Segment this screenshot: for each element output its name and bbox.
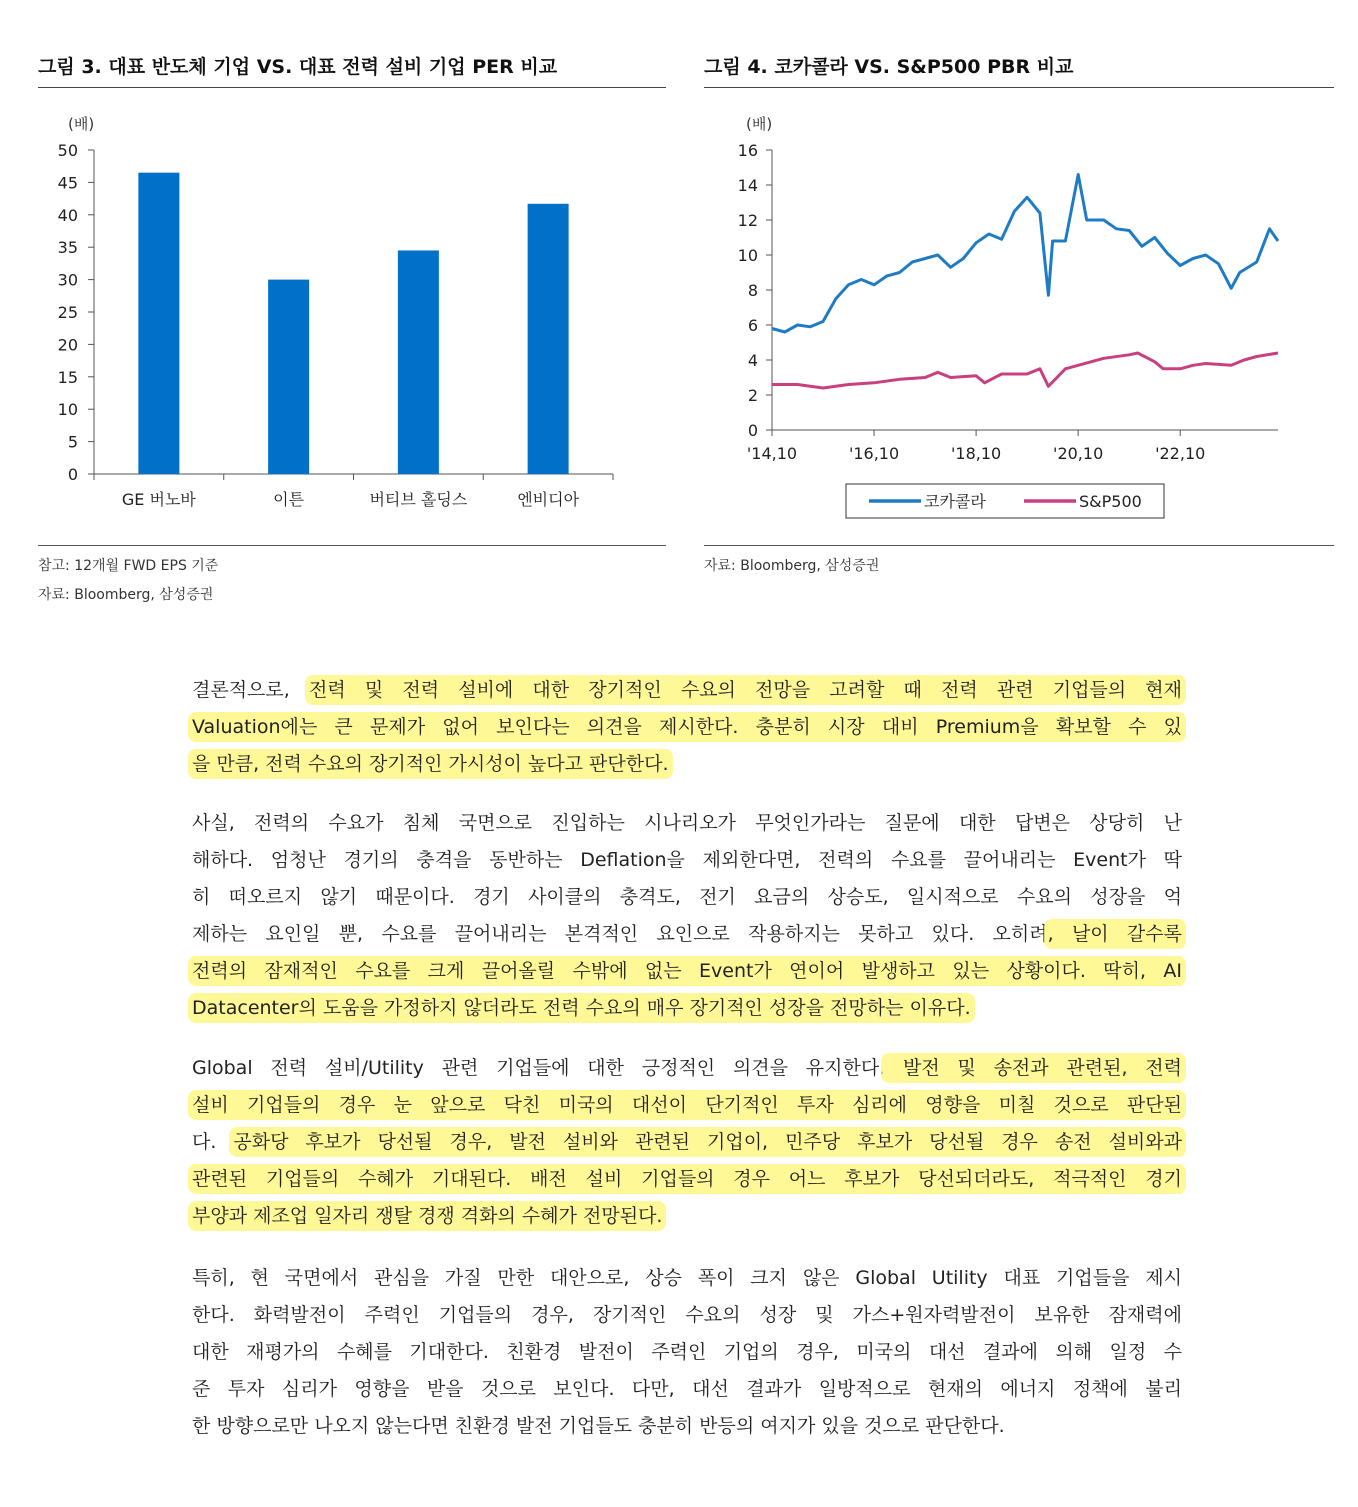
figure4-source: 자료: Bloomberg, 삼성증권	[704, 558, 880, 574]
y-tick-label: 25	[57, 303, 78, 322]
highlighted-text: 전력 및 전력 설비에 대한 장기적인 수요의 전망을 고려할 때 전력 관련 기업들의 현재	[308, 679, 1182, 701]
text-line	[192, 1050, 1182, 1087]
text-run: 한 방향으로만 나오지 않는다면 친환경 발전 기업들도 충분히 반등의 여지가 있을 것으로 판단한다.	[192, 1415, 1005, 1437]
text-line	[192, 1371, 1182, 1408]
figure4-line-chart	[704, 100, 1334, 530]
text-line	[192, 1297, 1182, 1334]
paragraph-2	[192, 805, 1182, 1027]
paragraph-1	[192, 672, 1182, 783]
text-run: 사실, 전력의 수요가 침체 국면으로 진입하는 시나리오가 무엇인가라는 질문에 대한 답변은 상당히 난	[192, 812, 1182, 834]
highlighted-text: , 날이 갈수록	[1047, 923, 1182, 945]
text-run: 다.	[192, 1131, 234, 1153]
bar	[138, 173, 179, 474]
y-tick-label: 10	[737, 246, 758, 265]
text-line	[192, 953, 1182, 990]
y-tick-label: 8	[747, 281, 758, 300]
y-tick-label: 6	[747, 316, 758, 335]
x-category-label: 이튼	[273, 490, 305, 509]
text-line	[192, 746, 1182, 783]
text-run: 결론적으로,	[192, 679, 309, 701]
y-tick-label: 12	[737, 211, 758, 230]
text-run: 준 투자 심리가 영향을 받을 것으로 보인다. 다만, 대선 결과가 일방적으로 현재의 에너지 정책에 불리	[192, 1378, 1182, 1400]
text-line	[192, 709, 1182, 746]
x-category-label: 엔비디아	[517, 490, 580, 509]
bar	[528, 204, 569, 474]
highlighted-text: Valuation에는 큰 문제가 없어 보인다는 의견을 제시한다. 충분히 시장 대비 Premium을 확보할 수 있	[192, 716, 1182, 738]
figure4-title: 그림 4. 코카콜라 VS. S&P500 PBR 비교	[704, 56, 1074, 78]
highlighted-text: 설비 기업들의 경우 눈 앞으로 닥친 미국의 대선이 단기적인 투자 심리에 영향을 미칠 것으로 판단된	[192, 1094, 1182, 1116]
highlighted-text: Datacenter의 도움을 가정하지 않더라도 전력 수요의 매우 장기적인 성장을 전망하는 이유다.	[192, 997, 971, 1019]
paragraph-3	[192, 1050, 1182, 1235]
y-tick-label: 2	[747, 386, 758, 405]
x-category-label: 버티브 홀딩스	[369, 490, 468, 509]
text-line	[192, 1334, 1182, 1371]
figure4-title-rule	[704, 87, 1334, 88]
highlighted-text: 발전 및 송전과 관련된, 전력	[885, 1057, 1182, 1079]
bar	[398, 250, 439, 474]
y-axis-unit: (배)	[746, 115, 773, 133]
text-line	[192, 1124, 1182, 1161]
text-line	[192, 1198, 1182, 1235]
figure3-note: 참고: 12개월 FWD EPS 기준	[38, 558, 219, 574]
highlighted-text: 관련된 기업들의 수혜가 기대된다. 배전 설비 기업들의 경우 어느 후보가 당선되더라도, 적극적인 경기	[192, 1168, 1182, 1190]
text-run: 히 떠오르지 않기 때문이다. 경기 사이클의 충격도, 전기 요금의 상승도, 일시적으로 수요의 성장을 억	[192, 886, 1182, 908]
y-tick-label: 14	[737, 176, 758, 195]
y-tick-label: 5	[67, 432, 78, 452]
highlighted-text: 공화당 후보가 당선될 경우, 발전 설비와 관련된 기업이, 민주당 후보가 당선될 경우 송전 설비와과	[233, 1131, 1182, 1153]
y-tick-label: 0	[747, 421, 758, 440]
highlighted-text: 전력의 잠재적인 수요를 크게 끌어올릴 수밖에 없는 Event가 연이어 발생하고 있는 상황이다. 딱히, AI	[192, 960, 1182, 982]
legend-label: 코카콜라	[924, 492, 986, 511]
y-tick-label: 50	[57, 141, 78, 160]
paragraph-4	[192, 1260, 1182, 1445]
legend-label: S&P500	[1079, 492, 1142, 511]
text-run: 대한 재평가의 수혜를 기대한다. 친환경 발전이 주력인 기업의 경우, 미국의 대선 결과에 의해 일정 수	[192, 1341, 1182, 1363]
x-category-label: GE 버노바	[121, 490, 196, 509]
y-tick-label: 10	[57, 400, 78, 420]
series-line	[772, 353, 1278, 388]
bar	[268, 280, 309, 474]
y-tick-label: 20	[57, 335, 78, 355]
y-tick-label: 16	[737, 141, 758, 160]
y-tick-label: 30	[57, 270, 78, 290]
figure3-title: 그림 3. 대표 반도체 기업 VS. 대표 전력 설비 기업 PER 비교	[38, 56, 558, 78]
highlighted-text: 부양과 제조업 일자리 쟁탈 경쟁 격화의 수혜가 전망된다.	[192, 1205, 663, 1227]
text-line	[192, 879, 1182, 916]
text-run: 제하는 요인일 뿐, 수요를 끌어내리는 본격적인 요인으로 작용하지는 못하고 있다. 오히려	[192, 923, 1048, 945]
text-line	[192, 1408, 1182, 1445]
text-run: 특히, 현 국면에서 관심을 가질 만한 대안으로, 상승 폭이 크지 않은 Global Utility 대표 기업들을 제시	[192, 1267, 1182, 1289]
figure3-bar-chart	[38, 100, 668, 530]
y-tick-label: 4	[747, 351, 758, 370]
y-tick-label: 40	[57, 205, 78, 225]
figure3-title-rule	[38, 87, 666, 88]
highlighted-text: 을 만큼, 전력 수요의 장기적인 가시성이 높다고 판단한다.	[192, 753, 669, 775]
text-line	[192, 1087, 1182, 1124]
x-tick-label: '20,10	[1053, 444, 1104, 463]
figure4-bottom-rule	[704, 545, 1334, 546]
y-tick-label: 45	[57, 173, 78, 193]
text-line	[192, 990, 1182, 1027]
text-line	[192, 916, 1182, 953]
x-tick-label: '18,10	[950, 444, 1002, 463]
series-line	[772, 175, 1278, 333]
text-line	[192, 1161, 1182, 1198]
text-run: Global 전력 설비/Utility 관련 기업들에 대한 긍정적인 의견을 유지한다.	[192, 1057, 886, 1079]
text-line	[192, 1260, 1182, 1297]
text-line	[192, 842, 1182, 879]
y-tick-label: 35	[57, 238, 78, 258]
figure3-source: 자료: Bloomberg, 삼성증권	[38, 587, 214, 603]
y-tick-label: 0	[67, 465, 78, 484]
x-tick-label: '14,10	[746, 444, 798, 463]
x-tick-label: '16,10	[848, 444, 900, 463]
text-line	[192, 805, 1182, 842]
x-tick-label: '22,10	[1155, 444, 1206, 463]
text-run: 해하다. 엄청난 경기의 충격을 동반하는 Deflation을 제외한다면, 전력의 수요를 끌어내리는 Event가 딱	[192, 849, 1182, 871]
text-run: 한다. 화력발전이 주력인 기업들의 경우, 장기적인 수요의 성장 및 가스+원자력발전이 보유한 잠재력에	[192, 1304, 1182, 1326]
y-axis-unit: (배)	[68, 115, 95, 133]
y-tick-label: 15	[57, 367, 78, 387]
text-line	[192, 672, 1182, 709]
figure3-bottom-rule	[38, 545, 666, 546]
